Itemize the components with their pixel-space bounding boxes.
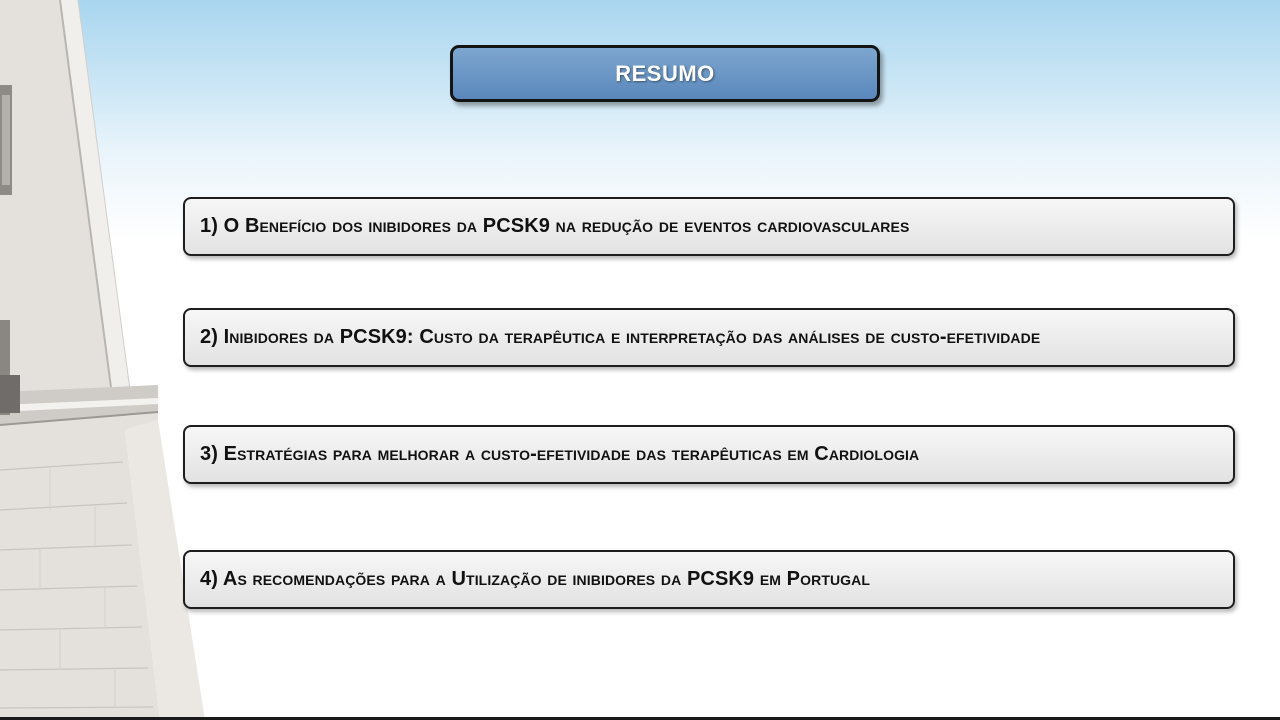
summary-item-1 [183, 197, 1235, 256]
summary-item-label: 2) Inibidores da PCSK9: Custo da terapêutica e interpretação das análises de custo-efetividade [200, 326, 1041, 348]
summary-item-label: 1) O Benefício dos inibidores da PCSK9 na redução de eventos cardiovasculares [200, 215, 910, 237]
title-banner [450, 45, 880, 102]
summary-item-4 [183, 550, 1235, 609]
slide-title: RESUMO [615, 60, 715, 86]
summary-item-3 [183, 425, 1235, 484]
summary-item-label: 4) As recomendações para a Utilização de inibidores da PCSK9 em Portugal [200, 568, 871, 590]
summary-item-2 [183, 308, 1235, 367]
summary-item-label: 3) Estratégias para melhorar a custo-efetividade das terapêuticas em Cardiologia [200, 443, 920, 465]
